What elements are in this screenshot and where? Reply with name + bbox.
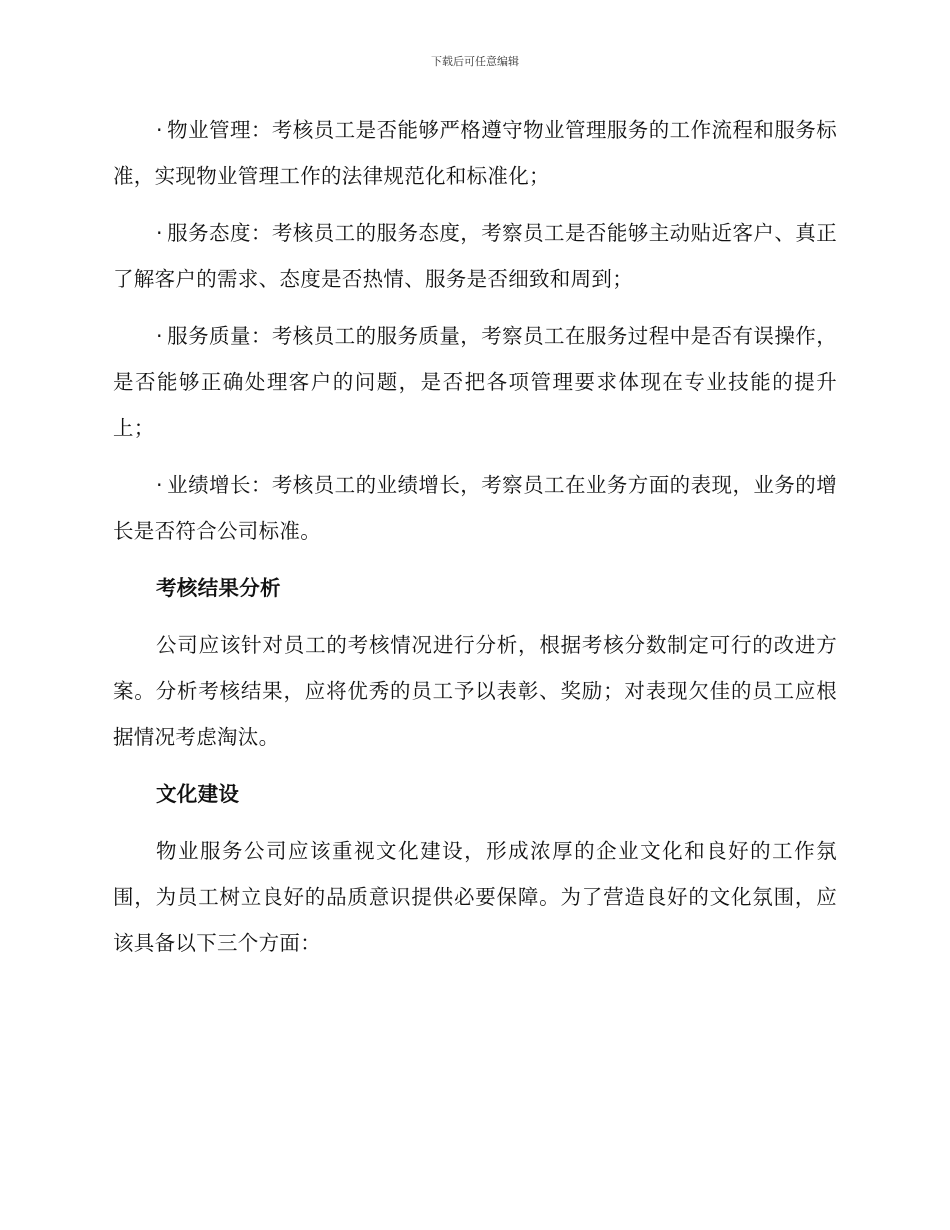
bullet-item-property-management — [113, 107, 837, 199]
bullet-text: 物业管理：考核员工是否能够严格遵守物业管理服务的工作流程和服务标准，实现物业管理工作的法律规范化和标准化； — [113, 118, 837, 188]
bullet-mark: · — [156, 473, 163, 497]
bullet-item-service-attitude — [113, 210, 837, 302]
bullet-item-performance-growth — [113, 462, 837, 554]
paragraph-culture-building: 物业服务公司应该重视文化建设，形成浓厚的企业文化和良好的工作氛围，为员工树立良好的品质意识提供必要保障。为了营造良好的文化氛围，应该具备以下三个方面： — [113, 839, 837, 955]
page-header: 下载后可任意编辑 — [431, 55, 519, 68]
bullet-mark: · — [156, 118, 163, 142]
bullet-text: 服务质量：考核员工的服务质量，考察员工在服务过程中是否有误操作，是否能够正确处理客户的问题，是否把各项管理要求体现在专业技能的提升上； — [113, 324, 837, 440]
bullet-mark: · — [156, 221, 163, 245]
bullet-item-service-quality — [113, 313, 837, 451]
section-heading-assessment-analysis: 考核结果分析 — [156, 576, 281, 600]
bullet-mark: · — [156, 324, 163, 348]
section-heading-culture-building: 文化建设 — [156, 782, 240, 806]
bullet-text: 业绩增长：考核员工的业绩增长，考察员工在业务方面的表现，业务的增长是否符合公司标准。 — [113, 473, 837, 543]
paragraph-assessment-analysis: 公司应该针对员工的考核情况进行分析，根据考核分数制定可行的改进方案。分析考核结果，应将优秀的员工予以表彰、奖励；对表现欠佳的员工应根据情况考虑淘汰。 — [113, 633, 837, 749]
document-body — [113, 107, 837, 966]
bullet-text: 服务态度：考核员工的服务态度，考察员工是否能够主动贴近客户、真正了解客户的需求、态度是否热情、服务是否细致和周到； — [113, 221, 837, 291]
